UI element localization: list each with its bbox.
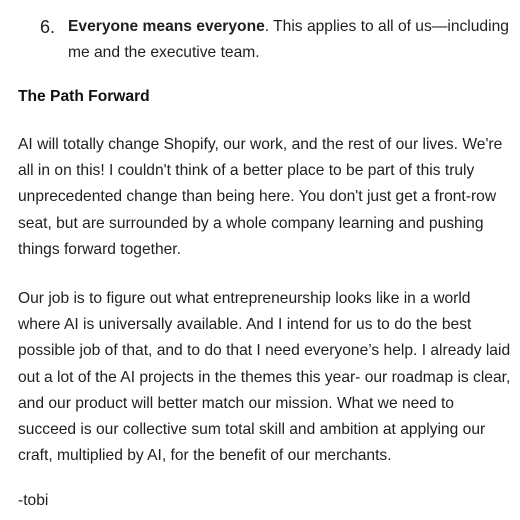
list-item-body: . This applies to all of us—including me and the executive team. bbox=[68, 18, 509, 61]
section-heading: The Path Forward bbox=[18, 88, 150, 105]
signature: -tobi bbox=[18, 492, 49, 509]
numbered-list-item bbox=[40, 14, 510, 66]
list-item-emphasis: Everyone means everyone bbox=[68, 18, 265, 35]
paragraph-our-job: Our job is to figure out what entrepreneurship looks like in a world where AI is universally available. And I intend for us to do the best possible job of that, and to do that I need everyone’s help. I already laid out a lot of the AI projects in the themes this year- our roadmap is clear, and our product will better match our mission. What we need to succeed is our collective sum total skill and ambition at applying our craft, multiplied by AI, for the benefit of our merchants. bbox=[18, 290, 511, 465]
list-item-text bbox=[68, 14, 510, 66]
list-number: 6. bbox=[40, 17, 56, 37]
paragraph-ai-change: AI will totally change Shopify, our work, and the rest of our lives. We're all in on this! I couldn't think of a better place to be part of this truly unprecedented change than being here. You don't just get a front-row seat, but are surrounded by a whole company learning and pushing things forward together. bbox=[18, 136, 503, 258]
